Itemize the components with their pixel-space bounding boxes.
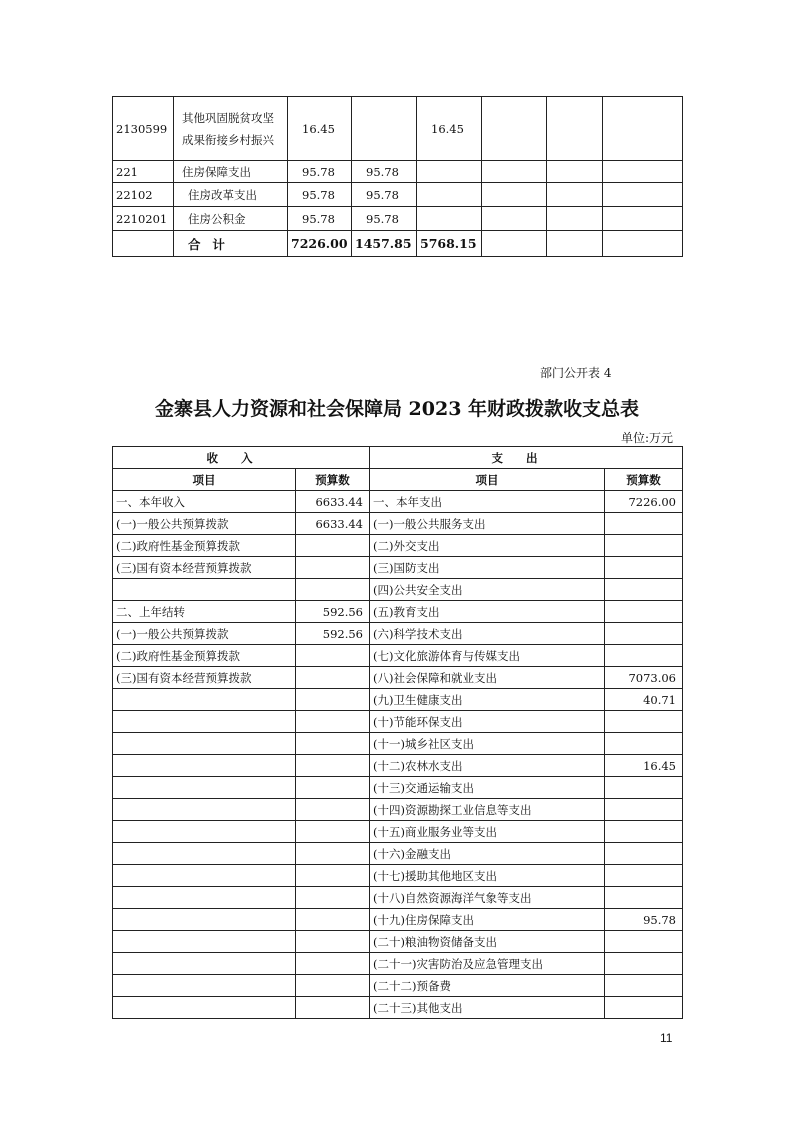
income-value-cell [296, 931, 370, 953]
expense-item-cell: (六)科学技术支出 [370, 623, 605, 645]
expense-item-cell: (二十一)灾害防治及应急管理支出 [370, 953, 605, 975]
empty-cell [482, 231, 547, 257]
income-value-cell [296, 579, 370, 601]
table-row [113, 975, 683, 997]
income-value-cell [296, 953, 370, 975]
expense-item-cell: (十五)商业服务业等支出 [370, 821, 605, 843]
total-cell: 95.78 [288, 207, 352, 231]
basic-cell: 95.78 [352, 207, 417, 231]
section-header-row [113, 447, 683, 469]
column-header-row [113, 469, 683, 491]
empty-cell [547, 97, 603, 161]
expense-value-cell: 7073.06 [605, 667, 683, 689]
table-row [113, 799, 683, 821]
income-item-cell [113, 755, 296, 777]
income-value-cell [296, 755, 370, 777]
total-label: 合 计 [174, 231, 288, 257]
empty-cell [113, 231, 174, 257]
table-row [113, 777, 683, 799]
code-cell: 221 [113, 161, 174, 183]
unit-label: 单位:万元 [621, 431, 674, 445]
income-value-cell [296, 799, 370, 821]
income-header [113, 447, 370, 469]
expense-value-cell [605, 821, 683, 843]
expense-value-cell [605, 865, 683, 887]
expense-item-cell: (十一)城乡社区支出 [370, 733, 605, 755]
total-cell: 16.45 [288, 97, 352, 161]
expense-item-cell: (十四)资源勘探工业信息等支出 [370, 799, 605, 821]
income-header-text: 收入 [206, 450, 276, 465]
project-total-cell: 5768.15 [417, 231, 482, 257]
income-item-cell [113, 689, 296, 711]
income-item-cell [113, 953, 296, 975]
expense-item-cell: (十三)交通运输支出 [370, 777, 605, 799]
income-value-cell [296, 843, 370, 865]
expense-item-cell: (二十二)预备费 [370, 975, 605, 997]
page-number: 11 [660, 1031, 673, 1045]
table-row [113, 909, 683, 931]
expense-value-cell [605, 733, 683, 755]
table-row [113, 733, 683, 755]
table-row [113, 207, 683, 231]
expense-value-cell [605, 953, 683, 975]
expense-value-cell [605, 557, 683, 579]
income-item-cell: (一)一般公共预算拨款 [113, 623, 296, 645]
income-item-cell [113, 909, 296, 931]
empty-cell [547, 207, 603, 231]
income-item-cell [113, 865, 296, 887]
expense-item-cell: (十九)住房保障支出 [370, 909, 605, 931]
income-item-cell: 一、本年收入 [113, 491, 296, 513]
income-value-cell [296, 997, 370, 1019]
income-value-cell [296, 557, 370, 579]
income-value-cell: 6633.44 [296, 491, 370, 513]
name-cell: 住房改革支出 [174, 183, 288, 207]
table-row [113, 535, 683, 557]
expense-item-cell: (一)一般公共服务支出 [370, 513, 605, 535]
income-item-cell: (二)政府性基金预算拨款 [113, 645, 296, 667]
name-cell: 其他巩固脱贫攻坚成果衔接乡村振兴 [174, 97, 288, 161]
revenue-expenditure-table [112, 446, 683, 1019]
income-item-header: 项目 [113, 469, 296, 491]
table-row [113, 931, 683, 953]
expense-value-cell [605, 997, 683, 1019]
expense-value-cell [605, 975, 683, 997]
expense-item-header: 项目 [370, 469, 605, 491]
table-row [113, 887, 683, 909]
income-item-cell [113, 777, 296, 799]
table-label: 部门公开表 4 [540, 366, 612, 380]
expense-value-cell: 40.71 [605, 689, 683, 711]
empty-cell [482, 183, 547, 207]
table-row [113, 623, 683, 645]
expense-header-text: 支出 [491, 450, 561, 465]
expense-item-cell: (五)教育支出 [370, 601, 605, 623]
income-value-cell [296, 887, 370, 909]
table-row [113, 711, 683, 733]
expense-item-cell: 一、本年支出 [370, 491, 605, 513]
income-item-cell [113, 843, 296, 865]
name-cell: 住房保障支出 [174, 161, 288, 183]
income-value-cell [296, 645, 370, 667]
table-row [113, 997, 683, 1019]
expense-value-cell [605, 623, 683, 645]
expense-value-cell: 7226.00 [605, 491, 683, 513]
name-cell: 住房公积金 [174, 207, 288, 231]
empty-cell [547, 183, 603, 207]
code-cell: 2210201 [113, 207, 174, 231]
expense-item-cell: (三)国防支出 [370, 557, 605, 579]
basic-cell: 95.78 [352, 183, 417, 207]
table-row [113, 667, 683, 689]
total-cell: 7226.00 [288, 231, 352, 257]
income-item-cell: (二)政府性基金预算拨款 [113, 535, 296, 557]
income-value-cell: 592.56 [296, 623, 370, 645]
expense-value-cell: 16.45 [605, 755, 683, 777]
income-budget-header: 预算数 [296, 469, 370, 491]
expense-value-cell [605, 579, 683, 601]
table-row [113, 645, 683, 667]
expense-item-cell: (十二)农林水支出 [370, 755, 605, 777]
table-row [113, 865, 683, 887]
expense-value-cell [605, 777, 683, 799]
table-row [113, 601, 683, 623]
income-item-cell [113, 799, 296, 821]
table-row [113, 491, 683, 513]
expense-item-cell: (十七)援助其他地区支出 [370, 865, 605, 887]
expense-item-cell: (二十三)其他支出 [370, 997, 605, 1019]
total-row [113, 231, 683, 257]
income-value-cell [296, 821, 370, 843]
table-row [113, 183, 683, 207]
table-row [113, 821, 683, 843]
empty-cell [603, 207, 683, 231]
income-item-cell [113, 931, 296, 953]
expense-item-cell: (九)卫生健康支出 [370, 689, 605, 711]
empty-cell [603, 183, 683, 207]
income-item-cell: (一)一般公共预算拨款 [113, 513, 296, 535]
table-row [113, 97, 683, 161]
table-row [113, 161, 683, 183]
expense-item-cell: (八)社会保障和就业支出 [370, 667, 605, 689]
expense-value-cell [605, 799, 683, 821]
expense-value-cell [605, 601, 683, 623]
expense-item-cell: (四)公共安全支出 [370, 579, 605, 601]
income-value-cell [296, 909, 370, 931]
expense-value-cell [605, 931, 683, 953]
expense-value-cell [605, 513, 683, 535]
table-row [113, 579, 683, 601]
empty-cell [482, 207, 547, 231]
total-cell: 95.78 [288, 161, 352, 183]
income-value-cell [296, 535, 370, 557]
income-value-cell [296, 777, 370, 799]
income-item-cell [113, 711, 296, 733]
project-cell [417, 183, 482, 207]
income-value-cell: 6633.44 [296, 513, 370, 535]
project-cell [417, 161, 482, 183]
expense-budget-header: 预算数 [605, 469, 683, 491]
income-item-cell [113, 821, 296, 843]
expense-item-cell: (十六)金融支出 [370, 843, 605, 865]
income-value-cell: 592.56 [296, 601, 370, 623]
continuation-table [112, 96, 683, 257]
empty-cell [603, 231, 683, 257]
table-row [113, 843, 683, 865]
income-item-cell [113, 887, 296, 909]
project-cell: 16.45 [417, 97, 482, 161]
revenue-expenditure-table-body [113, 447, 683, 1019]
income-item-cell [113, 975, 296, 997]
expense-value-cell [605, 887, 683, 909]
empty-cell [482, 161, 547, 183]
total-cell: 95.78 [288, 183, 352, 207]
income-item-cell: 二、上年结转 [113, 601, 296, 623]
basic-cell [352, 97, 417, 161]
expense-value-cell: 95.78 [605, 909, 683, 931]
table-row [113, 755, 683, 777]
expense-item-cell: (十)节能环保支出 [370, 711, 605, 733]
empty-cell [603, 97, 683, 161]
empty-cell [547, 161, 603, 183]
table-row [113, 513, 683, 535]
empty-cell [482, 97, 547, 161]
expense-item-cell: (七)文化旅游体育与传媒支出 [370, 645, 605, 667]
basic-total-cell: 1457.85 [352, 231, 417, 257]
continuation-table-body [113, 97, 683, 257]
income-value-cell [296, 667, 370, 689]
expense-item-cell: (二)外交支出 [370, 535, 605, 557]
income-item-cell: (三)国有资本经营预算拨款 [113, 667, 296, 689]
income-item-cell [113, 733, 296, 755]
code-cell: 2130599 [113, 97, 174, 161]
expense-value-cell [605, 711, 683, 733]
project-cell [417, 207, 482, 231]
empty-cell [547, 231, 603, 257]
table-row [113, 689, 683, 711]
page-title: 金寨县人力资源和社会保障局 2023 年财政拨款收支总表 [154, 398, 640, 420]
income-value-cell [296, 975, 370, 997]
income-item-cell: (三)国有资本经营预算拨款 [113, 557, 296, 579]
expense-item-cell: (二十)粮油物资储备支出 [370, 931, 605, 953]
table-row [113, 557, 683, 579]
expense-value-cell [605, 645, 683, 667]
empty-cell [603, 161, 683, 183]
expense-header [370, 447, 683, 469]
expense-value-cell [605, 843, 683, 865]
income-item-cell [113, 579, 296, 601]
income-value-cell [296, 865, 370, 887]
expense-value-cell [605, 535, 683, 557]
expense-item-cell: (十八)自然资源海洋气象等支出 [370, 887, 605, 909]
table-row [113, 953, 683, 975]
code-cell: 22102 [113, 183, 174, 207]
income-item-cell [113, 997, 296, 1019]
income-value-cell [296, 689, 370, 711]
basic-cell: 95.78 [352, 161, 417, 183]
income-value-cell [296, 711, 370, 733]
income-value-cell [296, 733, 370, 755]
